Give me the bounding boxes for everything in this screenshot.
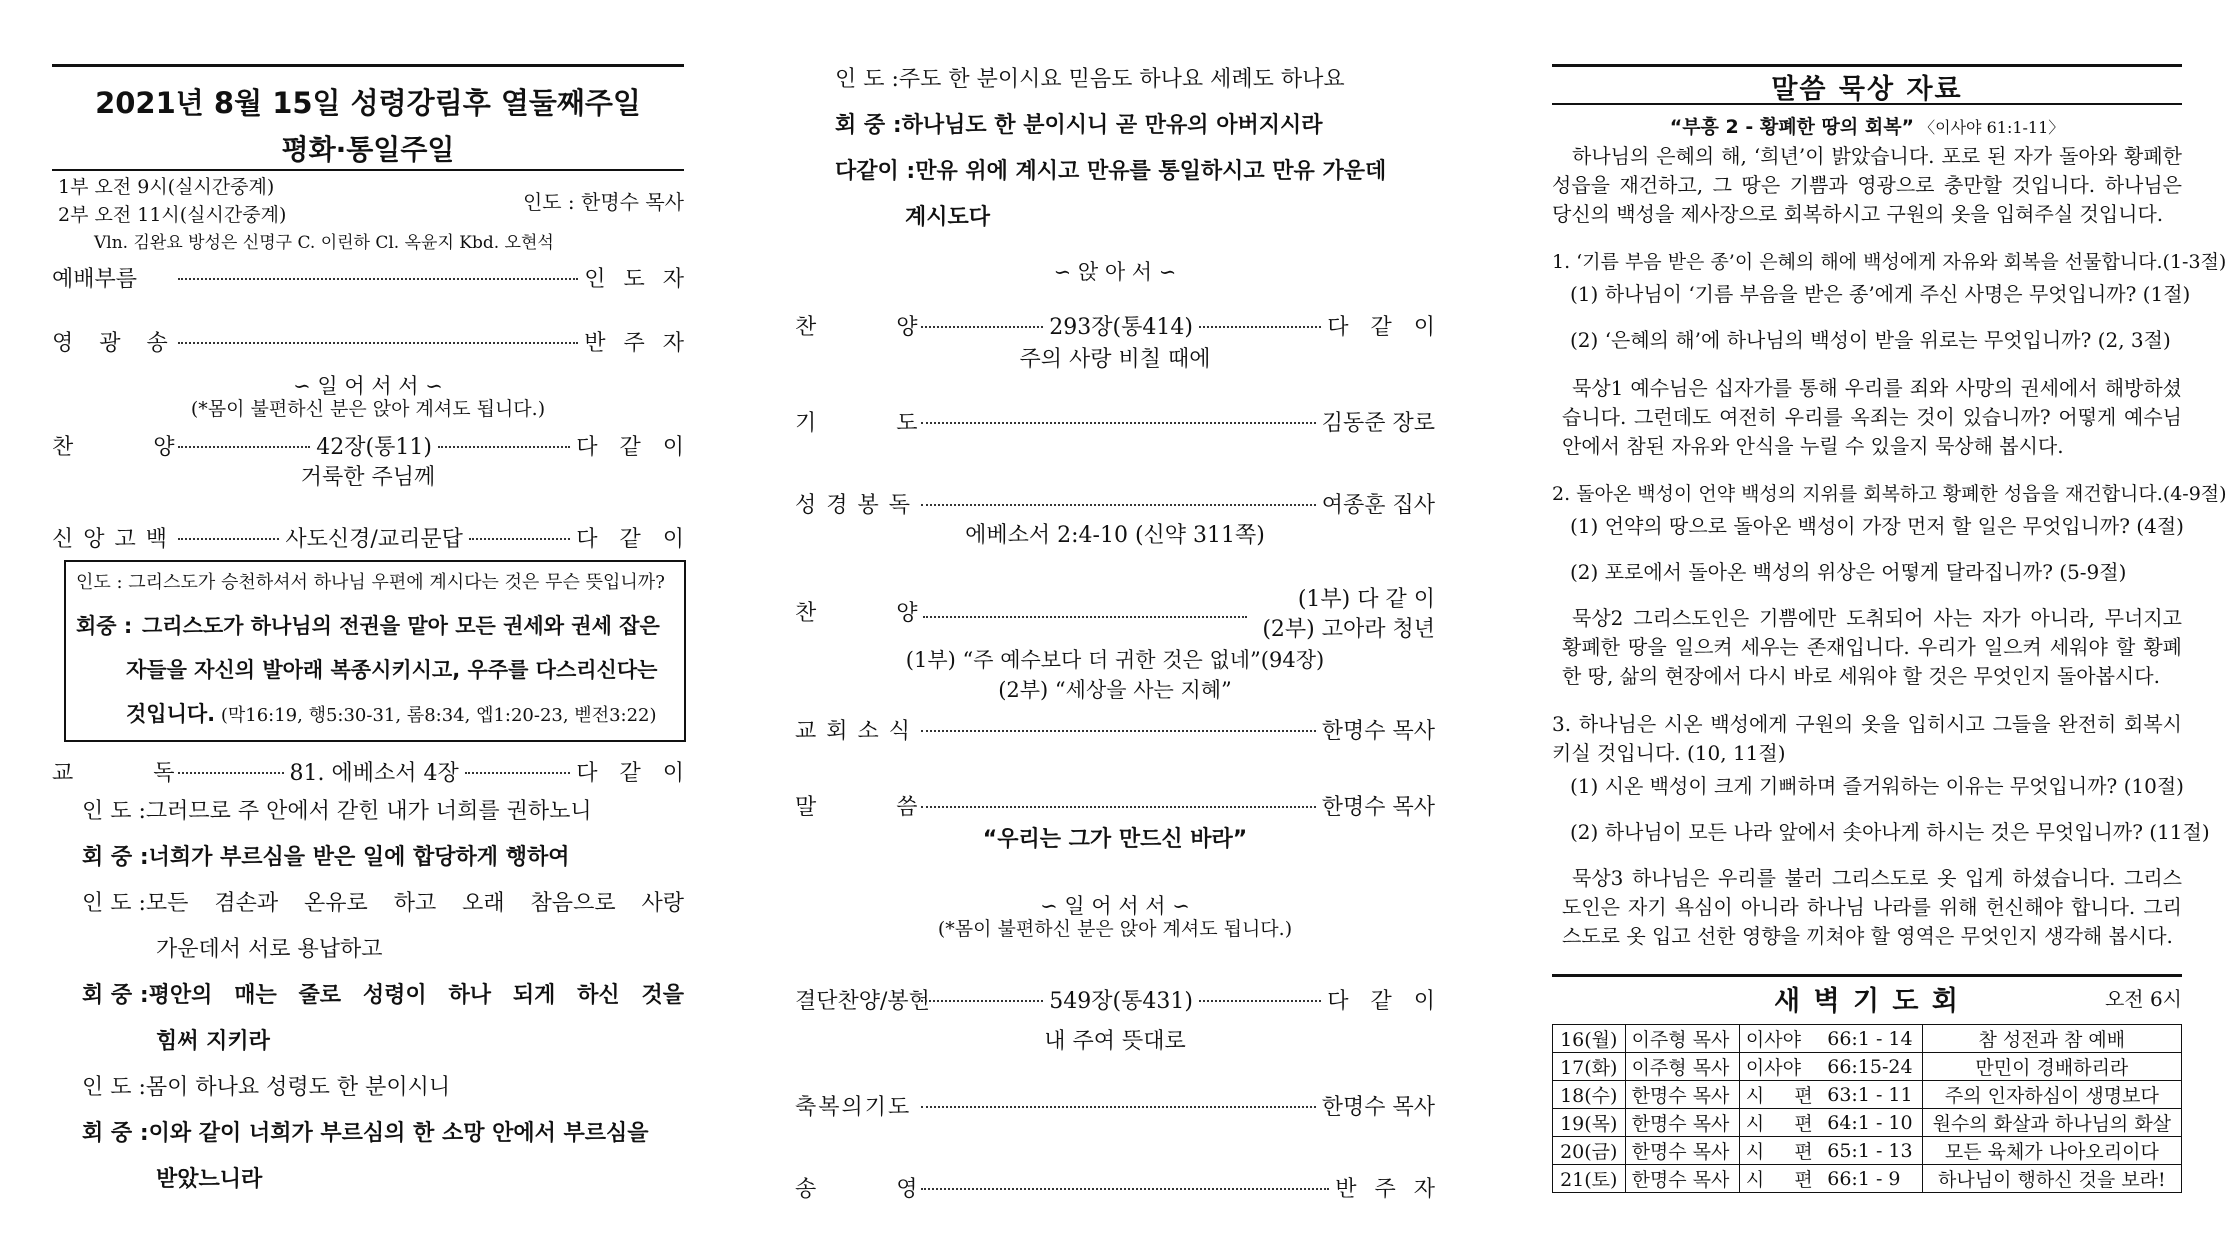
name-cell: 한명수 목사 (1625, 1081, 1739, 1109)
item-middle: 549장(통431) (1049, 989, 1193, 1014)
page-subtitle: 평화·통일주일 (281, 133, 455, 166)
speaker: 인 도 : (82, 1075, 146, 1100)
dawn-prayer-table (1552, 1024, 2182, 1193)
name-cell: 한명수 목사 (1625, 1165, 1739, 1193)
anthem-group-2: (2부) 고아라 청년 (1262, 617, 1435, 642)
item-sermon (795, 790, 1435, 821)
day-cell: 17(화) (1553, 1053, 1626, 1081)
item-scripture (795, 488, 1435, 519)
reading-leader-2 (82, 886, 684, 917)
item-hymn-2 (795, 310, 1458, 341)
reading-congregation-3 (82, 1116, 684, 1147)
meditation-subtitle (1552, 112, 2182, 139)
leader-dots (921, 806, 1316, 808)
reading-all-cont: 계시도다 (905, 205, 991, 230)
catechism-answer-3 (126, 698, 672, 728)
hymn-2-title: 주의 사랑 비칠 때에 (1019, 347, 1211, 372)
leader-dots (921, 504, 1316, 506)
stand-instruction-2: ∽ 일 어 서 서 ∽ (1040, 894, 1190, 918)
dawn-prayer-rows (1553, 1025, 2182, 1193)
meditation-title: 말씀 묵상 자료 (1771, 74, 1963, 105)
theme-cell: 주의 인자하심이 생명보다 (1922, 1081, 2181, 1109)
item-right: 여종훈 집사 (1321, 493, 1435, 518)
name-cell: 한명수 목사 (1625, 1137, 1739, 1165)
item-label: 신앙고백 (52, 527, 178, 552)
order-of-worship-column-1 (52, 0, 707, 1234)
reading-congregation-3-cont: 받았느니라 (156, 1167, 263, 1192)
question-3: 3. 하나님은 시온 백성에게 구원의 옷을 입히시고 그들을 완전히 회복시키실 것입니다. (10, 11절) (1552, 712, 2182, 765)
item-label: 찬양 (795, 315, 998, 340)
speaker: 회 중 : (82, 1121, 149, 1146)
speaker: 회 중 : (82, 983, 149, 1008)
item-label: 송영 (795, 1177, 998, 1202)
item-right: 김동준 장로 (1321, 411, 1435, 436)
theme-cell: 모든 육체가 나아오리이다 (1922, 1137, 2181, 1165)
item-postlude (795, 1172, 1453, 1203)
stand-instruction: ∽ 일 어 서 서 ∽ (293, 374, 443, 398)
ref-cell: 65:1 - 13 (1821, 1137, 1922, 1165)
table-row (1553, 1025, 2182, 1053)
speaker: 다같이 : (835, 159, 916, 184)
reading-leader-3 (82, 1070, 684, 1101)
page-title: 2021년 8월 15일 성령강림후 열둘째주일 (95, 86, 641, 120)
catechism-refs: (막16:19, 행5:30-31, 롬8:34, 엡1:20-23, 벧전3:22) (215, 705, 657, 726)
leader-dots (465, 772, 571, 774)
book-cell: 이사야 (1739, 1053, 1821, 1081)
catechism-who: 회중 : (76, 614, 133, 638)
service-second: 2부 오전 11시(실시간중계) (58, 204, 287, 226)
book-cell: 시 편 (1739, 1137, 1821, 1165)
leader-dots (921, 422, 1316, 424)
day-cell: 16(월) (1553, 1025, 1626, 1053)
leader-dots (178, 772, 284, 774)
item-middle: 42장(통11) (316, 435, 432, 460)
reading-text: 너희가 부르심을 받은 일에 합당하게 행하여 (148, 845, 570, 870)
day-cell: 21(토) (1553, 1165, 1626, 1193)
theme-cell: 만민이 경배하리라 (1922, 1053, 2181, 1081)
item-responsive-reading (52, 756, 706, 787)
speaker: 회 중 : (82, 845, 149, 870)
dawn-prayer-title: 새 벽 기 도 회 (1773, 986, 1960, 1017)
scripture-reference: 에베소서 2:4-10 (신약 311쪽) (965, 523, 1265, 548)
meditation-1: 묵상1 예수님은 십자가를 통해 우리를 죄와 사망의 권세에서 해방하셨습니다. 그런데도 여전히 우리를 옥죄는 것이 있습니까? 어떻게 예수님 안에서 참된 자유와 안식을 누릴 수 있을지 묵상해 봅시다. (1562, 376, 2182, 458)
item-right: 인도자 (584, 267, 702, 292)
leader-dots (438, 446, 570, 448)
item-gloria (52, 326, 702, 357)
item-label: 성경봉독 (795, 493, 921, 518)
item-label: 축복의기도 (795, 1095, 912, 1120)
day-cell: 20(금) (1553, 1137, 1626, 1165)
reading-text: 만유 위에 계시고 만유를 통일하시고 만유 가운데 (915, 159, 1387, 184)
name-cell: 이주형 목사 (1625, 1053, 1739, 1081)
item-dedication (795, 984, 1458, 1015)
question-2: 2. 돌아온 백성이 언약 백성의 지위를 회복하고 황폐한 성읍을 재건합니다.(4-9절) (1552, 483, 2227, 505)
leader-dots (178, 446, 310, 448)
theme-cell: 하나님이 행하신 것을 보라! (1922, 1165, 2181, 1193)
theme-cell: 참 성전과 참 예배 (1922, 1025, 2181, 1053)
item-call-to-worship (52, 262, 702, 293)
item-anthem (795, 582, 1435, 642)
leader-dots (1199, 1000, 1321, 1002)
reading-congregation-4 (835, 108, 1435, 139)
day-cell: 18(수) (1553, 1081, 1626, 1109)
leader-dots (921, 730, 1316, 732)
item-right: 반주자 (1335, 1177, 1453, 1202)
subtitle-ref: 〈이사야 61:1-11〉 (1919, 118, 2065, 137)
table-row (1553, 1081, 2182, 1109)
leader-dots (178, 278, 578, 280)
title-block (52, 64, 684, 171)
catechism-answer-2: 자들을 자신의 발아래 복종시키시고, 우주를 다스리신다는 (126, 658, 658, 682)
meditation-2: 묵상2 그리스도인은 기쁨에만 도취되어 사는 자가 아니라, 무너지고 황폐한 땅을 일으켜 세우는 존재입니다. 우리가 일으켜 세워야 할 황폐한 땅, 삶의 현장에서 다시 바로 세워야 할 것은 무엇인지 돌아봅시다. (1562, 606, 2182, 688)
meditation-column (1552, 0, 2227, 1234)
item-right: 한명수 목사 (1321, 719, 1435, 744)
leader-dots (923, 616, 1247, 618)
item-creed (52, 522, 707, 553)
question-3-b: (2) 하나님이 모든 나라 앞에서 솟아나게 하시는 것은 무엇입니까? (11절) (1570, 820, 2210, 844)
book-cell: 시 편 (1739, 1109, 1821, 1137)
leader-dots (469, 538, 570, 540)
leader-label: 인도 : 한명수 목사 (522, 190, 684, 214)
item-label: 교회소식 (795, 719, 921, 744)
item-middle: 사도신경/교리문답 (285, 527, 463, 552)
leader-dots (921, 326, 1043, 328)
reading-leader-1 (82, 794, 684, 825)
leader-dots (178, 538, 279, 540)
item-right: 다같이 (1327, 989, 1458, 1014)
item-label: 결단찬양/봉헌 (795, 989, 930, 1014)
question-2-a: (1) 언약의 땅으로 돌아온 백성이 가장 먼저 할 일은 무엇입니까? (4절) (1570, 514, 2184, 538)
day-cell: 19(목) (1553, 1109, 1626, 1137)
leader-dots (178, 342, 578, 344)
dawn-prayer-time: 오전 6시 (2104, 987, 2182, 1011)
catechism-answer-3-text: 것입니다. (126, 702, 216, 726)
item-label: 기도 (795, 411, 998, 436)
musicians: Vln. 김완요 방성은 신명구 C. 이린하 Cl. 옥윤지 Kbd. 오현석 (94, 233, 554, 253)
item-middle: 81. 에베소서 4장 (289, 761, 459, 786)
item-prayer (795, 406, 1435, 437)
order-of-worship-column-2 (795, 0, 1458, 1234)
item-label: 찬양 (52, 435, 255, 460)
stand-note-2: (*몸이 불편하신 분은 앉아 계셔도 됩니다.) (937, 918, 1293, 940)
item-label: 영광송 (52, 331, 194, 356)
reading-all (835, 154, 1435, 185)
reading-leader-4 (835, 62, 1435, 93)
reading-text: 주도 한 분이시요 믿음도 하나요 세례도 하나요 (898, 67, 1345, 92)
catechism-box (64, 560, 686, 742)
leader-dots (921, 1000, 1043, 1002)
question-1-b: (2) ‘은혜의 해’에 하나님의 백성이 받을 위로는 무엇입니까? (2, 3절) (1570, 328, 2171, 352)
dedication-title: 내 주여 뜻대로 (1044, 1029, 1186, 1054)
catechism-answer-1: 그리스도가 하나님의 전권을 맡아 모든 권세와 권세 잡은 (142, 614, 660, 638)
item-label: 찬양 (795, 601, 998, 626)
item-middle: 293장(통414) (1049, 315, 1193, 340)
table-row (1553, 1109, 2182, 1137)
reading-text: 몸이 하나요 성령도 한 분이시니 (145, 1075, 451, 1100)
reading-text: 이와 같이 너희가 부르심의 한 소망 안에서 부르심을 (148, 1121, 649, 1146)
sit-instruction: ∽ 앉 아 서 ∽ (1053, 260, 1177, 284)
subtitle-text: “부흥 2 - 황폐한 땅의 회복” (1669, 116, 1915, 138)
name-cell: 한명수 목사 (1625, 1109, 1739, 1137)
question-1: 1. ‘기름 부음 받은 종’이 은혜의 해에 백성에게 자유와 회복을 선물합니다.(1-3절) (1552, 251, 2227, 273)
reading-text: 그러므로 주 안에서 갇힌 내가 너희를 권하노니 (145, 799, 592, 824)
book-cell: 시 편 (1739, 1081, 1821, 1109)
item-hymn (52, 430, 706, 461)
catechism-question: 인도 : 그리스도가 승천하셔서 하나님 우편에 계시다는 것은 무슨 뜻입니까? (76, 572, 665, 593)
hymn-title: 거룩한 주님께 (300, 465, 436, 490)
item-benediction (795, 1090, 1435, 1121)
meditation-header (1552, 64, 2182, 105)
item-right: 반주자 (584, 331, 702, 356)
ref-cell: 66:15-24 (1821, 1053, 1922, 1081)
reading-congregation-2 (82, 978, 684, 1009)
reading-congregation-2-cont: 힘써 지키라 (156, 1029, 270, 1054)
item-right: 다같이 (576, 761, 706, 786)
reading-congregation-1 (82, 840, 684, 871)
reading-text: 하나님도 한 분이시니 곧 만유의 아버지시라 (901, 113, 1323, 138)
leader-dots (1199, 326, 1321, 328)
item-announcements (795, 714, 1435, 745)
item-right: 다같이 (576, 435, 706, 460)
item-label: 교독 (52, 761, 255, 786)
reading-text: 평안의 매는 줄로 성령이 하나 되게 하신 것을 (148, 983, 684, 1008)
question-2-b: (2) 포로에서 돌아온 백성의 위상은 어떻게 달라집니까? (5-9절) (1570, 560, 2127, 584)
anthem-song-2: (2부) “세상을 사는 지혜” (998, 678, 1232, 702)
table-row (1553, 1053, 2182, 1081)
leader-dots (921, 1106, 1316, 1108)
question-1-a: (1) 하나님이 ‘기름 부음을 받은 종’에게 주신 사명은 무엇입니까? (1절) (1570, 282, 2191, 306)
speaker: 인 도 : (835, 67, 899, 92)
item-right: 다같이 (576, 527, 707, 552)
theme-cell: 원수의 화살과 하나님의 화살 (1922, 1109, 2181, 1137)
item-label: 말씀 (795, 795, 998, 820)
speaker: 인 도 : (82, 891, 146, 916)
name-cell: 이주형 목사 (1625, 1025, 1739, 1053)
speaker: 인 도 : (82, 799, 146, 824)
speaker: 회 중 : (835, 113, 902, 138)
item-right: 한명수 목사 (1321, 1095, 1435, 1120)
table-row (1553, 1137, 2182, 1165)
service-first: 1부 오전 9시(실시간중계) (58, 176, 275, 198)
reading-text: 모든 겸손과 온유로 하고 오래 참음으로 사랑 (145, 891, 684, 916)
item-label: 예배부름 (52, 267, 138, 292)
ref-cell: 63:1 - 11 (1821, 1081, 1922, 1109)
book-cell: 이사야 (1739, 1025, 1821, 1053)
anthem-group-1: (1부) 다 같 이 (1297, 587, 1435, 612)
table-row (1553, 1165, 2182, 1193)
ref-cell: 64:1 - 10 (1821, 1109, 1922, 1137)
question-3-a: (1) 시온 백성이 크게 기뻐하며 즐거워하는 이유는 무엇입니까? (10절) (1570, 774, 2184, 798)
dawn-prayer-header (1552, 974, 2182, 1017)
ref-cell: 66:1 - 14 (1821, 1025, 1922, 1053)
item-right: 한명수 목사 (1321, 795, 1435, 820)
meditation-intro: 하나님의 은혜의 해, ‘희년’이 밝았습니다. 포로 된 자가 돌아와 황폐한 성읍을 재건하고, 그 땅은 기쁨과 영광으로 충만할 것입니다. 하나님은 당신의 백성을 제사장으로 회복하시고 구원의 옷을 입혀주실 것입니다. (1552, 144, 2182, 226)
item-right: 다같이 (1327, 315, 1458, 340)
book-cell: 시 편 (1739, 1165, 1821, 1193)
reading-leader-2-cont: 가운데서 서로 용납하고 (156, 937, 383, 962)
meditation-3: 묵상3 하나님은 우리를 불러 그리스도로 옷 입게 하셨습니다. 그리스도인은 자기 욕심이 아니라 하나님 나라를 위해 헌신해야 합니다. 그리스도로 옷 입고 선한 영향을 끼쳐야 할 영역은 무엇인지 생각해 봅시다. (1562, 866, 2182, 948)
ref-cell: 66:1 - 9 (1821, 1165, 1922, 1193)
anthem-song-1: (1부) “주 예수보다 더 귀한 것은 없네”(94장) (905, 648, 1325, 672)
leader-dots (921, 1188, 1329, 1190)
stand-note: (*몸이 불편하신 분은 앉아 계셔도 됩니다.) (190, 398, 546, 420)
sermon-title: “우리는 그가 만드신 바라” (982, 827, 1248, 852)
